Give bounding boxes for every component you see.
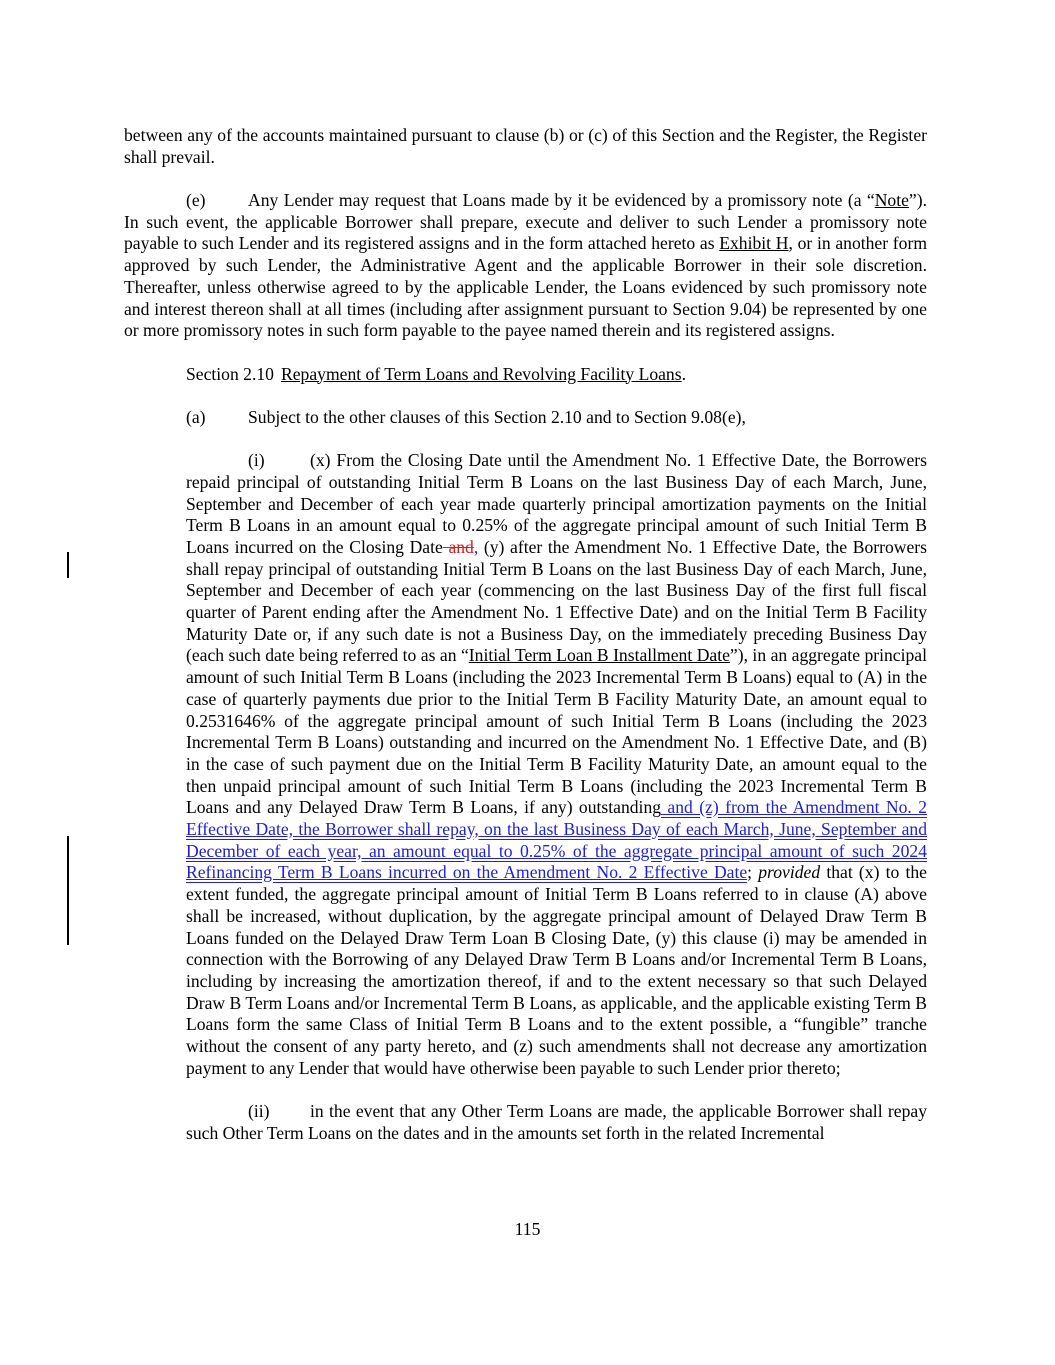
- text-segment: in the event that any Other Term Loans are made, the applicable Borrower shall repay such Other Term Loans on the dates and in the amounts set forth in the related Incremental: [186, 1101, 927, 1143]
- text-segment: , or in another form approved by such Lender, the Administrative Agent and the applicable Borrower in their sole discretion. Thereafter, unless otherwise agreed to by the applicable Lender, the Loans evidenced by such promissory note and interest thereon shall at all times (including after assignment pursuant to Section 9.04) be represented by one or more promissory notes in such form payable to the payee named therein and its registered assigns.: [124, 233, 928, 341]
- exhibit-h-reference: Exhibit H: [719, 233, 789, 254]
- paragraph-a: [186, 407, 927, 429]
- provided-italic: provided: [758, 862, 821, 883]
- clause-label-i: (i): [248, 450, 265, 471]
- section-title-end: .: [681, 363, 686, 384]
- text-segment: ”). In such event, the applicable Borrower shall prepare, execute and deliver to such Lender a promissory note payable to such Lender and its registered assigns and in the form attached hereto as: [124, 190, 927, 254]
- defined-term-note: Note: [874, 190, 909, 210]
- section-title: Repayment of Term Loans and Revolving Facility Loans: [281, 363, 682, 384]
- paragraph-register: between any of the accounts maintained pursuant to clause (b) or (c) of this Section and the Register, the Register shall prevail.: [124, 125, 927, 167]
- text-segment: ”), in an aggregate principal amount of such Initial Term B Loans (including the 2023 Incremental Term B Loans) equal to (A) in the case of quarterly payments due prior to the Initial Term B Facility Maturity Date, an amount equal to 0.2531646% of the aggregate principal amount of such Initial Term B Loans (including the 2023 Incremental Term B Loans) outstanding and incurred on the Amendment No. 1 Effective Date, and (B) in the case of such payment due on the Initial Term B Facility Maturity Date, an amount equal to the then unpaid principal amount of such Initial Term B Loans (including the 2023 Incremental Term B Loans and any Delayed Draw Term B Loans, if any) outstanding: [186, 645, 927, 818]
- change-bar: [67, 552, 69, 578]
- defined-term-installment-date: Initial Term Loan B Installment Date: [468, 645, 730, 666]
- text-segment: Any Lender may request that Loans made by it be evidenced by a promissory note (a “: [248, 190, 875, 210]
- paragraph-e-note: [124, 190, 927, 342]
- deleted-text: and: [442, 536, 474, 557]
- section-number: Section 2.10: [186, 363, 274, 384]
- text-segment: ;: [747, 862, 759, 883]
- paragraph-ii-other-term-loans: [186, 1101, 927, 1144]
- clause-label-a: (a): [186, 406, 206, 427]
- paragraph-i-amortization: [186, 450, 927, 1079]
- text-segment: (x) From the Closing Date until the Amendment No. 1 Effective Date, the Borrowers repaid principal of outstanding Initial Term B Loans on the last Business Day of each March, June, September and December of each year made quarterly principal amortization payments on the Initial Term B Loans in an amount equal to 0.25% of the aggregate principal amount of such Initial Term B Loans incurred on the Closing Date: [186, 450, 927, 557]
- page-number: 115: [514, 1219, 541, 1239]
- clause-label-e: (e): [186, 190, 206, 210]
- clause-label-ii: (ii): [248, 1101, 270, 1122]
- text-segment: (y) after the Amendment No. 1 Effective Date, the Borrowers shall repay principal of outstanding Initial Term B Loans on the last Business Day of each March, June, September and December of each year (commencing on the last Business Day of the first full fiscal quarter of Parent ending after the Amendment No. 1 Effective Date) and on the Initial Term B Facility Maturity Date or, if any such date is not a Business Day, on the immediately preceding Business Day (each such date being referred to as an “: [186, 536, 928, 666]
- inserted-text-clause-z: and (z) from the Amendment No. 2 Effective Date, the Borrower shall repay, on the last Business Day of each March, June, September and December of each year, an amount equal to 0.25% of the aggregate principal amount of such 2024 Refinancing Term B Loans incurred on the Amendment No. 2 Effective Date: [186, 797, 927, 883]
- text-segment: that (x) to the extent funded, the aggregate principal amount of Initial Term B Loans referred to in clause (A) above shall be increased, without duplication, by the aggregate principal amount of Delayed Draw Term B Loans funded on the Delayed Draw Term Loan B Closing Date, (y) this clause (i) may be amended in connection with the Borrowing of any Delayed Draw Term B Loans and/or Incremental Term B Loans, including by increasing the amortization thereof, if and to the extent necessary so that such Delayed Draw B Term Loans and/or Incremental Term B Loans, as applicable, and the applicable existing Term B Loans form the same Class of Initial Term B Loans and to the extent possible, a “fungible” tranche without the consent of any party hereto, and (z) such amendments shall not decrease any amortization payment to any Lender that would have otherwise been payable to such Lender prior thereto;: [186, 862, 927, 1078]
- inserted-text: ,: [473, 536, 479, 557]
- change-bar: [67, 836, 69, 945]
- document-page: [124, 125, 927, 1145]
- text-segment: Subject to the other clauses of this Section 2.10 and to Section 9.08(e),: [248, 406, 746, 427]
- section-heading: [186, 364, 927, 386]
